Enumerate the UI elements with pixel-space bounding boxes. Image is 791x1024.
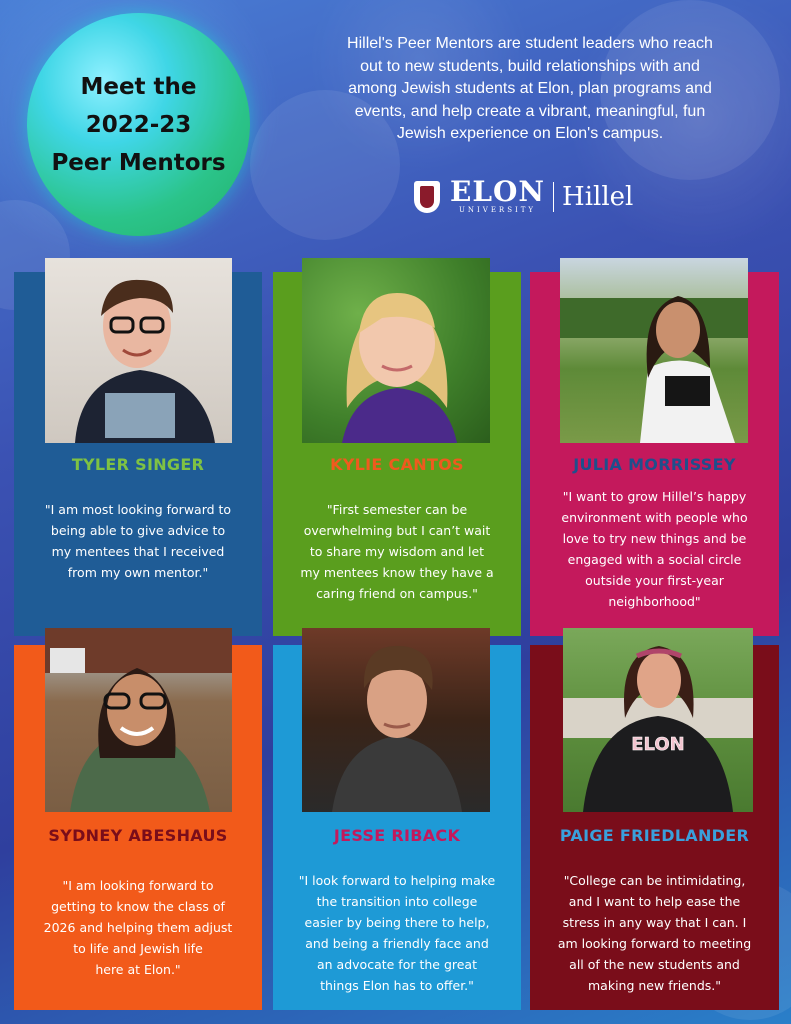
mentor-name: KYLIE CANTOS xyxy=(330,455,464,474)
quote-line: and being a friendly face and xyxy=(305,936,489,951)
quote-line: the transition into college xyxy=(316,894,478,909)
quote-line: "I am looking forward to xyxy=(62,878,214,893)
quote-line: from my own mentor." xyxy=(67,565,209,580)
mentor-name: JULIA MORRISSEY xyxy=(573,455,736,474)
title-line-1: Meet the xyxy=(80,73,197,100)
quote-line: neighborhood" xyxy=(608,594,701,609)
title-line-3: Peer Mentors xyxy=(51,149,226,176)
quote-line: easier by being there to help, xyxy=(304,915,490,930)
mentor-name: JESSE RIBACK xyxy=(333,826,461,845)
title-line-2: 2022-23 xyxy=(85,111,192,138)
university-text: UNIVERSITY xyxy=(458,206,537,214)
mentor-photo xyxy=(45,258,232,443)
quote-line: and I want to help ease the xyxy=(568,894,741,909)
mentor-name: SYDNEY ABESHAUS xyxy=(48,826,228,845)
quote-line: being able to give advice to xyxy=(50,523,226,538)
intro-line: Hillel's Peer Mentors are student leaders who reach xyxy=(347,35,713,52)
person-illustration xyxy=(560,258,748,443)
person-illustration xyxy=(563,628,753,812)
mentor-photo xyxy=(45,628,232,812)
quote-line: all of the new students and xyxy=(569,957,740,972)
mentor-card-sydney xyxy=(14,645,262,1010)
quote-line: to share my wisdom and let xyxy=(309,544,485,559)
intro-line: among Jewish students at Elon, plan programs and xyxy=(348,80,712,97)
quote-line: "I want to grow Hillel’s happy xyxy=(562,489,747,504)
quote-line: my mentees that I received xyxy=(51,544,225,559)
quote-line: environment with people who xyxy=(561,510,748,525)
quote-line: "College can be intimidating, xyxy=(563,873,746,888)
person-illustration xyxy=(302,258,490,443)
quote-line: to life and Jewish life xyxy=(73,941,203,956)
intro-line: events, and help create a vibrant, meaningful, fun xyxy=(354,102,706,120)
title-orb xyxy=(27,13,250,236)
shirt-text: ELON xyxy=(631,734,685,755)
quote-line: engaged with a social circle xyxy=(567,552,742,567)
mentor-quote xyxy=(14,499,262,583)
mentor-photo xyxy=(563,628,753,812)
mentor-card-kylie xyxy=(273,272,521,636)
quote-line: 2026 and helping them adjust xyxy=(43,920,233,935)
intro-paragraph xyxy=(298,33,762,146)
mentor-photo xyxy=(560,258,748,443)
quote-line: "I am most looking forward to xyxy=(44,502,232,517)
quote-line: my mentees know they have a xyxy=(300,565,494,580)
quote-line: stress in any way that I can. I xyxy=(562,915,747,930)
quote-line: here at Elon." xyxy=(95,962,181,977)
mentor-quote xyxy=(273,499,521,604)
mentor-card-paige xyxy=(530,645,779,1010)
quote-line: am looking forward to meeting xyxy=(557,936,752,951)
quote-line: getting to know the class of xyxy=(51,899,225,914)
elon-hillel-logo xyxy=(414,175,634,215)
person-illustration xyxy=(302,628,490,812)
quote-line: "First semester can be xyxy=(326,502,468,517)
logo-divider xyxy=(553,182,554,212)
intro-line: out to new students, build relationships with and xyxy=(360,57,700,75)
hillel-text: Hillel xyxy=(562,181,634,212)
quote-line: an advocate for the great xyxy=(317,957,477,972)
elon-wordmark xyxy=(450,175,546,215)
mentor-name: TYLER SINGER xyxy=(71,455,205,474)
quote-line: things Elon has to offer." xyxy=(320,978,474,993)
mentor-quote xyxy=(530,486,779,612)
mentor-photo xyxy=(302,628,490,812)
mentor-card-tyler xyxy=(14,272,262,636)
mentor-photo xyxy=(302,258,490,443)
quote-line: caring friend on campus." xyxy=(316,586,478,601)
mentor-quote xyxy=(530,870,779,996)
quote-line: overwhelming but I can’t wait xyxy=(303,523,491,538)
mentor-card-jesse xyxy=(273,645,521,1010)
quote-line: making new friends." xyxy=(588,978,721,993)
intro-line: Jewish experience on Elon's campus. xyxy=(396,125,664,142)
quote-line: "I look forward to helping make xyxy=(298,873,496,888)
mentor-card-julia xyxy=(530,272,779,636)
quote-line: outside your first-year xyxy=(585,573,724,588)
mentor-quote xyxy=(273,870,521,996)
elon-shield-icon xyxy=(414,181,440,213)
mentor-quote xyxy=(14,875,262,980)
person-illustration xyxy=(45,258,232,443)
elon-text: ELON xyxy=(450,175,546,208)
person-illustration xyxy=(45,628,232,812)
mentor-name: PAIGE FRIEDLANDER xyxy=(559,826,750,845)
quote-line: love to try new things and be xyxy=(562,531,747,546)
